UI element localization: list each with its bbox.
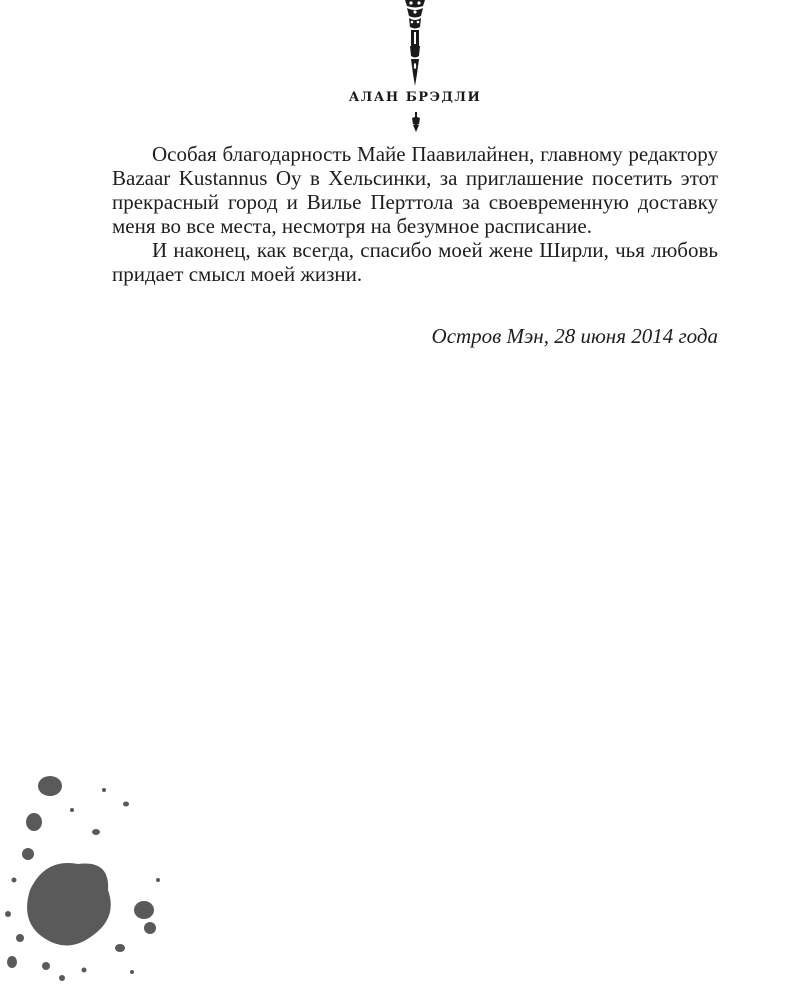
ink-splatter-icon — [0, 770, 180, 1000]
place-date-signature: Остров Мэн, 28 июня 2014 года — [431, 324, 718, 348]
acknowledgements-text — [112, 142, 718, 286]
acknowledgement-paragraph: Особая благодарность Майе Паавилайнен, главному редактору Bazaar Kustannus Oy в Хельсинки, за приглашение посетить этот прекрасный город и Вилье Перттола за своевременную доставку меня во все места, несмотря на безумное расписание. — [112, 142, 718, 238]
pen-nib-icon — [409, 112, 423, 132]
fountain-pen-icon — [398, 0, 432, 86]
acknowledgement-paragraph: И наконец, как всегда, спасибо моей жене Ширли, чья любовь придает смысл моей жизни. — [112, 238, 718, 286]
running-header-author: АЛАН БРЭДЛИ — [348, 90, 482, 105]
